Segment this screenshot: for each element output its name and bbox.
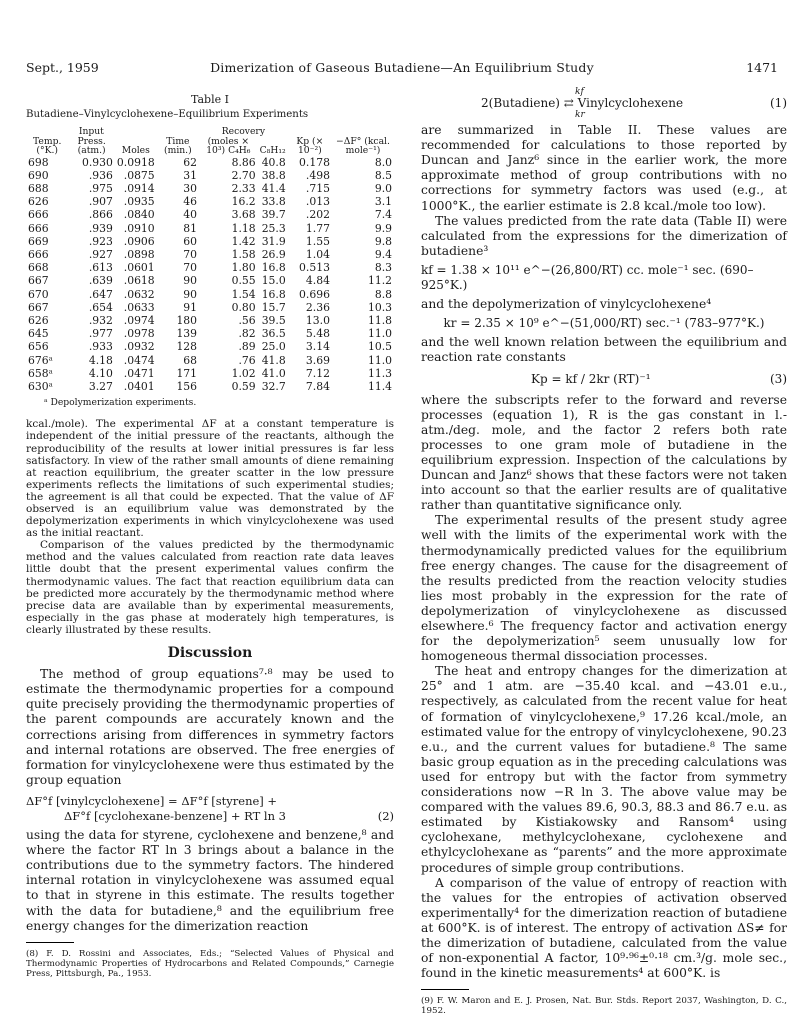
table-row [26,340,394,353]
table-cell: 0.59 [231,380,256,394]
table-cell: 3.68 [231,208,256,222]
table-cell: 669 [28,234,49,248]
column-header: Press. (atm.) [77,135,106,157]
table-row [26,222,394,235]
table-cell: 10.3 [367,300,392,314]
header-date: Sept., 1959 [26,60,99,75]
column-header: Kp (× 10⁻²) [296,135,324,157]
table-cell: .939 [88,221,113,235]
table-cell: .0632 [123,287,155,301]
table-cell: 3.14 [305,340,330,354]
group-input: Input [78,126,104,138]
paragraph: and the well known relation between the equilibrium and reaction rate constants [421,335,787,365]
paragraph: Comparison of the values predicted by the thermodynamic method and the values calculated from reaction rate data leaves little doubt that the present experimental values confirm the thermodynamic values. The fact that reaction equilibrium data can be predicted more accurately by the thermodynamic method where precise data are available than by experimental measurements, especially in the gas phase at moderately high temperatures, is clearly illustrated by these results. [26,539,394,636]
table-cell: 31.9 [261,234,286,248]
paragraph: The heat and entropy changes for the dimerization at 25° and 1 atm. are −35.40 kcal. and −43.01 e.u., respectively, as calculated from the recent value for heat of formation of vinylcyclohexene,⁹ 17.26 kcal./mole, an estimated value for the entropy of vinylcyclohexene, 90.23 e.u., and the current values for butadiene.⁸ The same basic group equation as in the preceding calculations was used for entropy but with the factor from symmetry considerations now −R ln 3. The above value may be compared with the values 89.6, 90.3, 88.3 and 86.7 e.u. as estimated by Kistiakowsky and Ransom⁴ using cyclohexane, methylcyclohexane, cyclohexene and ethylcyclohexane as “parents” and the more approximate procedures of simple group contributions. [421,664,787,875]
table-cell: .907 [88,195,113,209]
table-cell: .975 [88,182,113,195]
table-cell: .932 [88,314,113,328]
table-cell: 626 [28,195,49,209]
paragraph: A comparison of the value of entropy of reaction with the values for the entropies of activation observed experimentally⁴ for the dimerization reaction of butadiene at 600°K. is of interest. The entropy of activation ΔS≠ for the dimerization of butadiene, calculated from the value of non-exponential A factor, 10⁹·⁹⁶±⁰·¹⁸ cm.³/g. mole sec., found in the kinetic measurements⁴ at 600°K. is [421,875,787,981]
table-cell: 3.27 [88,380,113,394]
table-footnote: ᵃ Depolymerization experiments. [44,397,197,409]
table-cell: 667 [28,300,49,314]
table-cell: 666 [28,208,49,222]
table-cell: .0978 [123,327,155,341]
table-cell: 0.0918 [116,155,155,169]
table-cell: .647 [88,287,113,301]
equation-text: 2(Butadiene) ⇄ Vinylcyclohexene [481,96,684,110]
equation-line: ΔF°f [cyclohexane-benzene] + RT ln 3 [64,808,286,823]
paragraph: are summarized in Table II. These values are recommended for calculations to those reported by Duncan and Janz⁶ since in the earlier work, the more approximate method of group contributions with no corrections for symmetry factors was used (e.g., at 1000°K., the earlier estimate is 2.8 kcal./mole too low). [421,123,787,213]
table-cell: 3.69 [305,353,330,367]
table-cell: 645 [28,327,49,341]
footnote-rule [26,942,74,943]
table-cell: 46 [183,195,198,209]
table-cell: 38.8 [261,168,286,182]
table-cell: .013 [305,195,330,209]
table-row [26,288,394,301]
table-cell: 128 [176,340,198,354]
table-cell: 1.42 [231,234,256,248]
table-cell: 688 [28,182,49,195]
table-cell: 656 [28,340,49,354]
table-cell: 91 [183,300,198,314]
table-cell: .866 [88,208,113,222]
left-column [26,92,394,979]
table-cell: 171 [176,366,198,380]
table-cell: 667 [28,274,49,288]
table-cell: 1.18 [231,221,256,235]
table-cell: 90 [183,287,198,301]
table-cell: 9.0 [374,182,392,195]
table-cell: 156 [176,380,198,394]
column-header: C₈H₁₂ [259,145,286,157]
paragraph: The values predicted from the rate data (Table II) were calculated from the expressions for the dimerization of butadiene³ [421,213,787,258]
table-cell: .0618 [123,274,155,288]
table-cell: 626 [28,314,49,328]
table-cell: 0.930 [81,155,113,169]
table-cell: 70 [183,248,198,262]
table-cell: .0898 [123,248,155,262]
table-row [26,367,394,380]
column-header: (moles × 10³) C₄H₆ [206,135,251,157]
table-cell: 90 [183,274,198,288]
equation-number: (1) [770,96,787,110]
page-number: 1471 [746,60,778,75]
equation-text: Kp = kf / 2kr (RT)⁻¹ [531,371,651,386]
table-cell: 0.55 [231,274,256,288]
table-cell: 1.77 [305,221,330,235]
table-cell: 36.5 [261,327,286,341]
section-heading: Discussion [167,645,253,662]
running-header [26,60,778,78]
table-cell: 139 [176,327,198,341]
paragraph: using the data for styrene, cyclohexene and benzene,⁸ and where the factor RT ln 3 brings about a balance in the contributions due to the symmetry factors. The hindered internal rotation in vinylcyclohexene was assumed equal to that in styrene in this estimate. The results together with the data for butadiene,⁸ and the equilibrium free energy changes for the dimerization reaction [26,828,394,933]
table-cell: 668 [28,261,49,275]
table-cell: 16.8 [261,261,286,275]
table-cell: 11.2 [367,274,392,288]
table-cell: 9.4 [374,248,392,262]
table-caption: Butadiene–Vinylcyclohexene–Equilibrium Experiments [26,109,309,121]
table-cell: 1.04 [305,248,330,262]
table-row [26,354,394,367]
table-cell: .613 [88,261,113,275]
column-header: Temp. (°K.) [33,135,62,157]
table-cell: .639 [88,274,113,288]
table-cell: .927 [88,248,113,262]
table-row [26,380,394,393]
table-cell: 11.4 [367,380,392,394]
table-cell: 8.3 [374,261,392,275]
table-cell: .498 [305,168,330,182]
table-cell: .56 [238,314,256,328]
paragraph: The method of group equations⁷·⁸ may be used to estimate the thermodynamic properties for a compound quite precisely providing the thermodynamic properties of the parent compounds are accurately known and the corrections arising from differences in symmetry factors and internal rotations are observed. The free energies of formation for vinylcyclohexene were thus estimated by the group equation [26,667,394,787]
table-cell: .715 [305,182,330,195]
table-cell: 0.80 [231,300,256,314]
table-cell: 3.1 [374,195,392,209]
table-cell: 0.696 [299,287,330,301]
table-cell: 81 [183,221,198,235]
table-cell: 10.5 [367,340,392,354]
equation-number: (3) [770,371,787,386]
paragraph: The experimental results of the present study agree well with the limits of the experimental work with the thermodynamically predicted values for the equilibrium free energy changes. The cause for the disagreement of the results predicted from the reaction velocity studies lies most probably in the expression for the rate of depolymerization of vinylcyclohexene as discussed elsewhere.⁶ The frequency factor and activation energy for the depolymerization⁵ seem unusually low for homogeneous thermal dissociation processes. [421,513,787,664]
table-cell: .0910 [123,221,155,235]
table-cell: 15.0 [261,274,286,288]
table-cell: 9.8 [374,234,392,248]
equation-kf: kf = 1.38 × 10¹¹ e^−(26,800/RT) cc. mole⁻¹ sec. (690–925°K.) [421,262,754,293]
table-cell: .923 [88,234,113,248]
table-row [26,208,394,221]
table-cell: 1.02 [231,366,256,380]
table-cell: 7.84 [305,380,330,394]
table-cell: 666 [28,248,49,262]
table-cell: .0932 [123,340,155,354]
table-row [26,314,394,327]
table-cell: .76 [238,353,256,367]
table-cell: 11.3 [367,366,392,380]
table-cell: .977 [88,327,113,341]
table-cell: 666 [28,221,49,235]
table-cell: 39.5 [261,314,286,328]
footnote: (8) F. D. Rossini and Associates, Eds.; “Selected Values of Physical and Thermodynamic Properties of Hydrocarbons and Related Compounds,” Carnegie Press, Pittsburgh, Pa., 1953. [26,948,394,979]
table-cell: 630ᵃ [28,380,53,394]
table-cell: 11.8 [367,314,392,328]
equation-3 [421,372,787,387]
table-cell: 9.9 [374,221,392,235]
table-cell: .0974 [123,314,155,328]
table-row [26,274,394,287]
table-cell: 30 [183,182,198,195]
table-cell: 4.18 [88,353,113,367]
table-cell: 7.4 [374,208,392,222]
table-cell: 25.0 [261,340,286,354]
table-cell: 658ᵃ [28,366,53,380]
table-row [26,195,394,208]
table-cell: .89 [238,340,256,354]
table-row [26,169,394,182]
table-row [26,156,394,169]
table-cell: 5.48 [305,327,330,341]
rate-const-kf: kf [575,87,584,97]
column-header: −ΔF° (kcal. mole⁻¹) [336,135,390,157]
table-cell: 16.8 [261,287,286,301]
equation-number: (2) [377,808,394,823]
table-cell: .82 [238,327,256,341]
table-cell: 40.8 [261,155,286,169]
table-cell: 2.33 [231,182,256,195]
table-cell: 15.7 [261,300,286,314]
table-cell: 33.8 [261,195,286,209]
table-cell: 70 [183,261,198,275]
table-cell: 1.54 [231,287,256,301]
table-cell: 670 [28,287,49,301]
table-cell: .0906 [123,234,155,248]
table-cell: 41.8 [261,353,286,367]
table-row [26,182,394,195]
table-cell: .0601 [123,261,155,275]
table-cell: .0875 [123,168,155,182]
table-cell: 11.0 [367,327,392,341]
table-cell: .0935 [123,195,155,209]
table-cell: .202 [305,208,330,222]
table-cell: 62 [183,155,198,169]
table-cell: 39.7 [261,208,286,222]
table-cell: 1.55 [305,234,330,248]
column-header: Time (min.) [164,135,192,157]
table-cell: .936 [88,168,113,182]
table-row [26,248,394,261]
table-cell: 16.2 [231,195,256,209]
table-cell: 13.0 [305,314,330,328]
table-cell: 2.70 [231,168,256,182]
table-cell: 8.5 [374,168,392,182]
table-cell: .654 [88,300,113,314]
table-cell: 1.80 [231,261,256,275]
table-cell: 32.7 [261,380,286,394]
table-cell: 698 [28,155,49,169]
table-cell: .0401 [123,380,155,394]
table-cell: 40 [183,208,198,222]
footnote-rule [421,989,469,990]
footnote: (9) F. W. Maron and E. J. Prosen, Nat. Bur. Stds. Report 2037, Washington, D. C., 1952. [421,996,787,1017]
paragraph: and the depolymerization of vinylcyclohexene⁴ [421,297,712,312]
right-column [421,87,787,1017]
table-cell: 7.12 [305,366,330,380]
table-cell: 41.0 [261,366,286,380]
group-recovery: Recovery [221,126,266,138]
equilibrium-table [26,127,394,393]
table-cell: 41.4 [261,182,286,195]
table-cell: .0914 [123,182,155,195]
equation-line: ΔF°f [vinylcyclohexene] = ΔF°f [styrene] + [26,793,278,808]
rate-const-kr: kr [575,110,585,120]
table-cell: 0.513 [299,261,330,275]
table-row [26,301,394,314]
table-cell: 60 [183,234,198,248]
column-header: Moles [121,145,150,157]
table-cell: .0474 [123,353,155,367]
table-row [26,327,394,340]
table-cell: .0840 [123,208,155,222]
table-cell: .0471 [123,366,155,380]
table-title: Table I [191,93,229,106]
table-cell: 4.10 [88,366,113,380]
table-cell: 180 [176,314,198,328]
table-cell: 68 [183,353,198,367]
table-cell: 690 [28,168,49,182]
table-cell: 8.86 [231,155,256,169]
table-cell: 25.3 [261,221,286,235]
table-cell: 26.9 [261,248,286,262]
table-cell: 31 [183,168,198,182]
table-cell: 8.8 [374,287,392,301]
table-row [26,235,394,248]
table-cell: 0.178 [299,155,330,169]
table-cell: 11.0 [367,353,392,367]
header-title: Dimerization of Gaseous Butadiene—An Equilibrium Study [210,60,594,75]
table-row [26,261,394,274]
table-cell: 2.36 [305,300,330,314]
paragraph: kcal./mole). The experimental ΔF at a constant temperature is independent of the initial pressure of the reactants, although the reproducibility of the results at lower initial pressures is far less satisfactory. In view of the rather small amounts of diene remaining at reaction equilibrium, the greater scatter in the low pressure experiments reflects the limitations of such experimental studies; the agreement is all that could be expected. That the value of ΔF observed is an equilibrium value was demonstrated by the depolymerization experiments in which vinylcyclohexene was used as the initial reactant. [26,418,394,540]
equation-1 [421,87,787,120]
table-cell: 676ᵃ [28,353,53,367]
equation-kr: kr = 2.35 × 10⁹ e^−(51,000/RT) sec.⁻¹ (783–977°K.) [443,316,765,331]
paragraph: where the subscripts refer to the forward and reverse processes (equation 1), R is the gas constant in l.-atm./deg. mole, and the factor 2 refers both rate processes to one gram mole of butadiene in the equilibrium expression. Inspection of the calculations by Duncan and Janz⁶ shows that these factors were not taken into account so that the earlier results are of qualitative rather than quantitative significance only. [421,392,787,513]
table-cell: 8.0 [374,155,392,169]
table-cell: 1.58 [231,248,256,262]
table-cell: 4.84 [305,274,330,288]
table-cell: .933 [88,340,113,354]
table-cell: .0633 [123,300,155,314]
